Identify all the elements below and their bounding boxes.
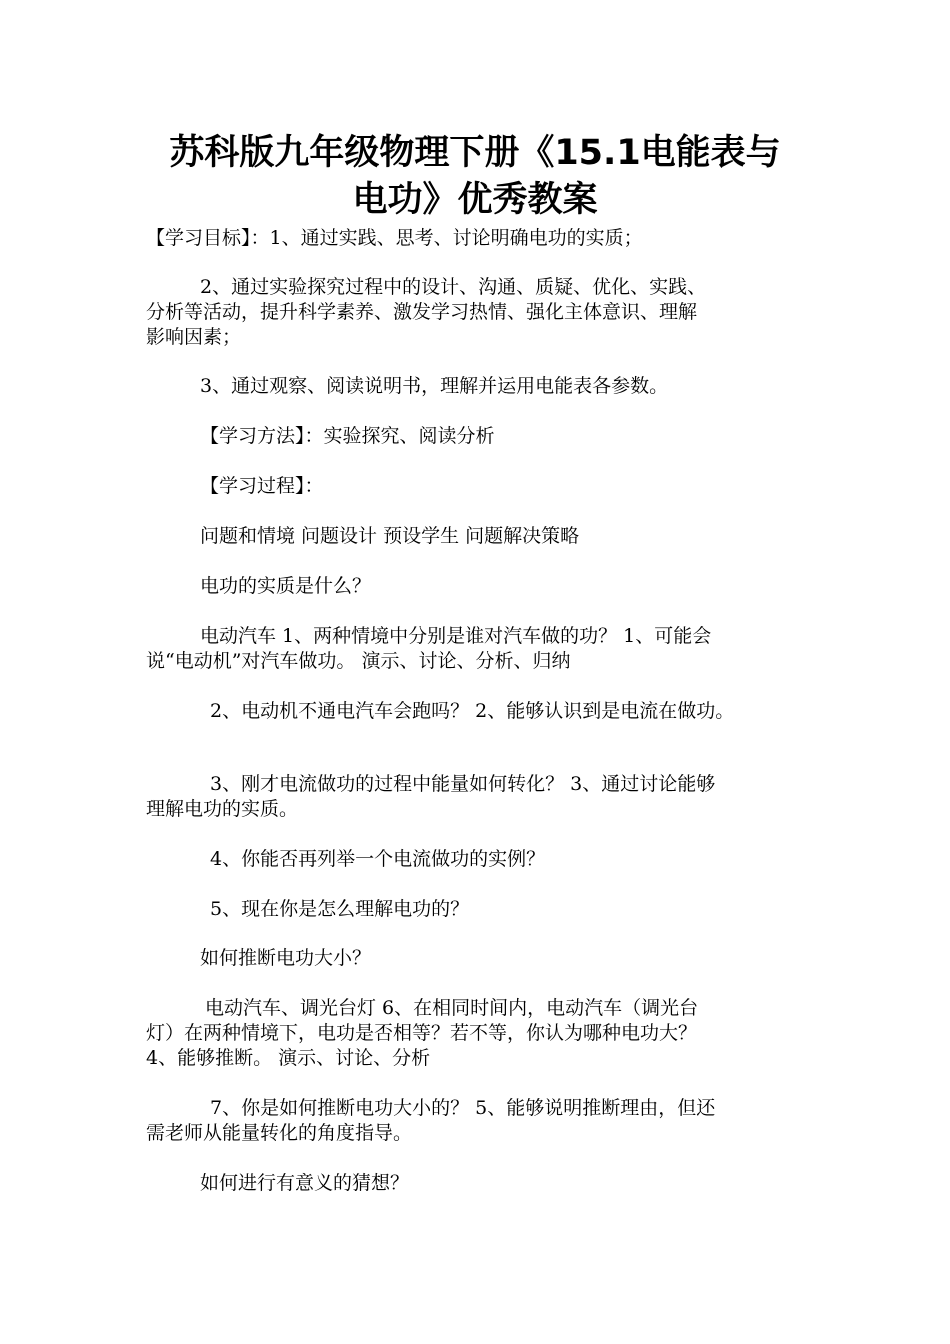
row-6-line-2: 灯）在两种情境下，电功是否相等？若不等，你认为哪种电功大？ (146, 1022, 698, 1044)
row-5: 5、现在你是怎么理解电功的？ (210, 898, 470, 920)
row-6-line-1: 电动汽车、调光台灯 6、在相同时间内，电动汽车（调光台 (205, 997, 699, 1019)
document-title-line-1: 苏科版九年级物理下册《15.1电能表与 (169, 133, 781, 173)
row-4: 4、你能否再列举一个电流做功的实例？ (210, 848, 546, 870)
row-1-line-1: 电动汽车 1、两种情境中分别是谁对汽车做的功？ 1、可能会 (200, 625, 712, 647)
row-2: 2、电动机不通电汽车会跑吗？ 2、能够认识到是电流在做功。 (210, 700, 735, 722)
learning-goal-2-line-2: 分析等活动，提升科学素养、激发学习热情、强化主体意识、理解 (146, 301, 698, 323)
section-question-1: 电功的实质是什么？ (200, 575, 372, 597)
row-1-line-2: 说“电动机”对汽车做功。 演示、讨论、分析、归纳 (146, 650, 571, 672)
row-3-line-2: 理解电功的实质。 (146, 798, 299, 820)
learning-goal-1: 【学习目标】：1、通过实践、思考、讨论明确电功的实质； (146, 227, 643, 249)
row-6-line-3: 4、能够推断。 演示、讨论、分析 (146, 1047, 431, 1069)
learning-process-heading: 【学习过程】： (200, 475, 324, 497)
row-3-line-1: 3、刚才电流做功的过程中能量如何转化？ 3、通过讨论能够 (210, 773, 716, 795)
learning-goal-2-line-1: 2、通过实验探究过程中的设计、沟通、质疑、优化、实践、 (200, 276, 707, 298)
section-question-3: 如何进行有意义的猜想？ (200, 1172, 410, 1194)
section-question-2: 如何推断电功大小？ (200, 947, 372, 969)
table-header-row: 问题和情境 问题设计 预设学生 问题解决策略 (200, 525, 580, 547)
learning-method: 【学习方法】：实验探究、阅读分析 (200, 425, 495, 447)
document-title-line-2: 电功》优秀教案 (352, 180, 598, 220)
learning-goal-2-line-3: 影响因素； (146, 326, 242, 348)
learning-goal-3: 3、通过观察、阅读说明书，理解并运用电能表各参数。 (200, 375, 669, 397)
row-7-line-2: 需老师从能量转化的角度指导。 (146, 1122, 413, 1144)
row-7-line-1: 7、你是如何推断电功大小的？ 5、能够说明推断理由，但还 (210, 1097, 716, 1119)
